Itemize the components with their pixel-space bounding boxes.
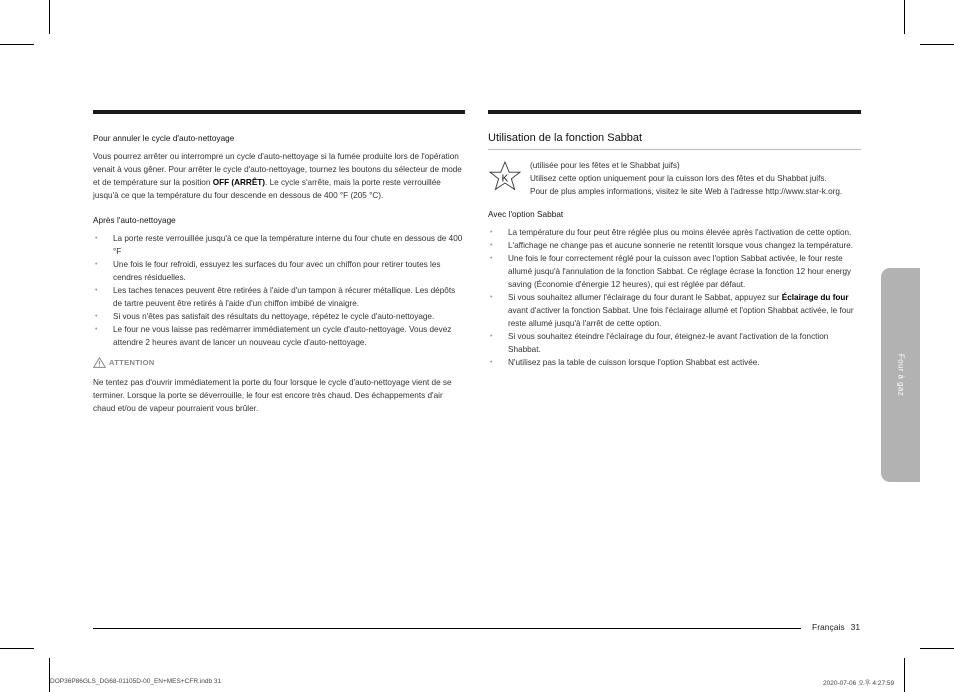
list-item: • Une fois le four correctement réglé pour la cuisson avec l'option Sabbat activée, le four reste allumé jusqu'à l'annulation de la fonction Sabbat. Ce réglage écrase la fonction 12 hour energy saving (Économie d'énergie 12 heures), qui est réglée par défaut. — [488, 252, 861, 291]
kosher-note — [488, 159, 861, 198]
crop-mark — [904, 0, 905, 34]
warning-label: ATTENTION — [109, 358, 155, 367]
cancel-text-end: . Le cycle s'arrête, mais la porte reste verrouillée jusqu'à ce que la température du four descende en dessous de 400 °F (205 °C). — [93, 178, 441, 200]
after-list — [93, 232, 465, 349]
crop-mark — [0, 44, 34, 45]
oven-light-label: Éclairage du four — [781, 293, 849, 302]
kosher-text — [530, 159, 842, 198]
chapter-tab-label: Four à gaz — [896, 353, 905, 397]
section-rule — [93, 110, 465, 114]
right-column — [488, 110, 861, 369]
list-item: • Une fois le four refroidi, essuyez les surfaces du four avec un chiffon pour retirer toutes les cendres résiduelles. — [93, 258, 465, 284]
crop-mark — [920, 44, 954, 45]
star-k-icon — [488, 161, 522, 195]
warning-header — [93, 357, 465, 368]
list-item: • Le four ne vous laisse pas redémarrer immédiatement un cycle d'auto-nettoyage. Vous devez attendre 2 heures avant de lancer un nouveau cycle d'auto-nettoyage. — [93, 323, 465, 349]
section-rule — [488, 110, 861, 114]
warning-text: Ne tentez pas d'ouvrir immédiatement la porte du four lorsque le cycle d'auto-nettoyage vient de se terminer. Lorsque la porte se déverrouille, le four est encore très chaud. Des échappements d'air chaud et/ou de vapeur pourraient vous brûler. — [93, 378, 452, 413]
crop-mark — [0, 648, 34, 649]
list-item: • Si vous souhaitez éteindre l'éclairage du four, éteignez-le avant l'activation de la fonction Shabbat. — [488, 330, 861, 356]
list-item: • Les taches tenaces peuvent être retirées à l'aide d'un tampon à récurer métallique. Les dépôts de tartre peuvent être retirés à l'aide d'un chiffon imbibé de vinaigre. — [93, 284, 465, 310]
print-file-info: DOP36P86GLS_DG68-01105D-00_EN+MES+CFR.indb 31 — [50, 678, 222, 685]
warning-icon — [93, 357, 106, 368]
list-item — [488, 291, 861, 330]
list-item: • La porte reste verrouillée jusqu'à ce que la température interne du four chute en dessous de 400 °F — [93, 232, 465, 258]
list-item: • Si vous n'êtes pas satisfait des résultats du nettoyage, répétez le cycle d'auto-nettoyage. — [93, 310, 465, 323]
crop-mark — [920, 648, 954, 649]
with-sabbath-heading: Avec l'option Sabbat — [488, 210, 564, 219]
kosher-line: (utilisée pour les fêtes et le Shabbat juifs) — [530, 161, 680, 170]
left-column — [93, 110, 465, 415]
section-title: Utilisation de la fonction Sabbat — [488, 132, 861, 150]
page-number: 31 — [850, 622, 861, 632]
list-item: • N'utilisez pas la table de cuisson lorsque l'option Shabbat est activée. — [488, 356, 861, 369]
off-label: OFF (ARRÊT) — [212, 178, 266, 187]
footer-language: Français — [812, 622, 845, 632]
cancel-paragraph — [93, 150, 465, 202]
page-footer — [812, 622, 860, 632]
list-item-text: Si vous souhaitez allumer l'éclairage du four durant le Sabbat, appuyez sur — [508, 293, 782, 302]
list-item: • L'affichage ne change pas et aucune sonnerie ne retentit lorsque vous changez la température. — [488, 239, 861, 252]
print-date: 2020-07-06 오후 4:27:59 — [823, 680, 895, 687]
cancel-heading: Pour annuler le cycle d'auto-nettoyage — [93, 134, 235, 143]
kosher-letter: K — [501, 173, 509, 185]
list-item: • La température du four peut être réglée plus ou moins élevée après l'activation de cette option. — [488, 226, 861, 239]
footer-rule — [93, 628, 801, 629]
kosher-line: Utilisez cette option uniquement pour la cuisson lors des fêtes et du Shabbat juifs. — [530, 174, 827, 183]
list-item-text: avant d'activer la fonction Sabbat. Une fois l'éclairage allumé et l'option Shabbat activée, le four reste allumé jusqu'à l'arrêt de cette option. — [508, 306, 854, 328]
after-heading: Après l'auto-nettoyage — [93, 216, 176, 225]
crop-mark — [904, 658, 905, 692]
chapter-tab — [881, 268, 920, 482]
crop-mark — [49, 658, 50, 692]
kosher-line: Pour de plus amples informations, visitez le site Web à l'adresse http://www.star-k.org. — [530, 187, 843, 196]
sabbath-list — [488, 226, 861, 369]
crop-mark — [49, 0, 50, 34]
cancel-text: Vous pourrez arrêter ou interrompre un cycle d'auto-nettoyage si la fumée produite lors de l'opération venait à vous gêner. Pour arrêter le cycle d'auto-nettoyage, tournez les boutons du sélecteur de mode et de température sur la position — [93, 152, 462, 187]
